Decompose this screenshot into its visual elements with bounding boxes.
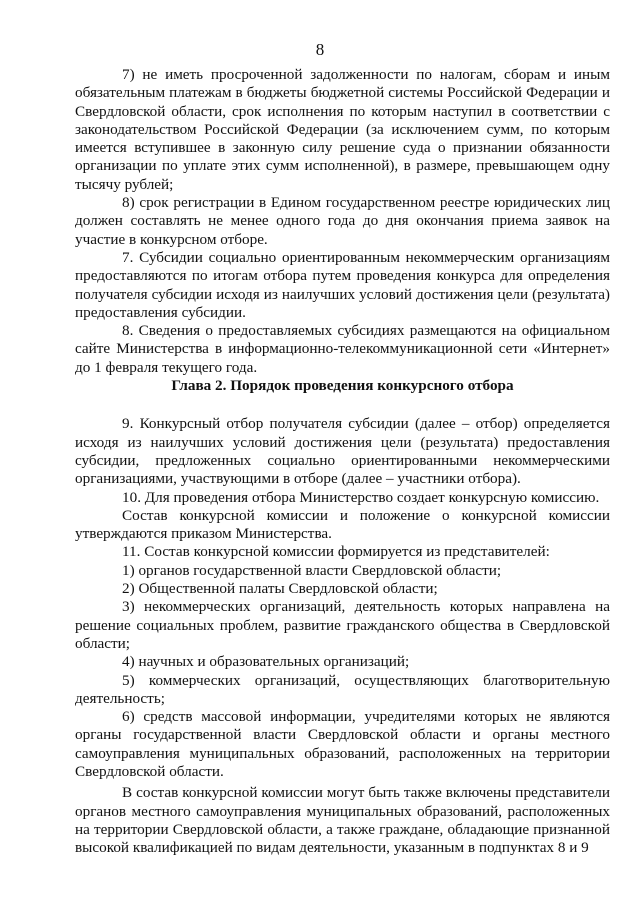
paragraph-section-7-subsidies: 7. Субсидии социально ориентированным некоммерческим организациям предоставляются по итогам отбора путем проведения конкурса для определения получателя субсидии исходя из наилучших условий достижения цели (результата) предоставления субсидии. (75, 248, 610, 321)
paragraph-section-10-commission: 10. Для проведения отбора Министерство создает конкурсную комиссию. (122, 488, 600, 506)
chapter-heading: Глава 2. Порядок проведения конкурсного отбора (171, 377, 514, 395)
paragraph-section-9-selection: 9. Конкурсный отбор получателя субсидии (далее – отбор) определяется исходя из наилучших условий достижения цели (результата) предоставления субсидии, предложенных социально ориентированными некоммерческими организациями, участвующими в отборе (далее – участники отбора). (75, 415, 610, 488)
list-item-5-commercial: 5) коммерческих организаций, осуществляющих благотворительную деятельность; (75, 671, 610, 707)
list-item-3-nonprofits: 3) некоммерческих организаций, деятельность которых направлена на решение социальных проблем, развитие гражданского общества в Свердловской области; (75, 598, 610, 652)
list-item-6-mass-media: 6) средств массовой информации, учредителями которых не являются органы государственной власти Свердловской области и органы местного самоуправления муниципальных образований, расположенных на территории Свердловской области. (75, 708, 610, 780)
paragraph-additional-members: В состав конкурсной комиссии могут быть также включены представители органов местного самоуправления муниципальных образований, расположенных на территории Свердловской области, а также граждане, обладающие признанной высокой квалификацией по видам деятельности, указанным в подпунктах 8 и 9 (75, 784, 610, 857)
list-item-1-state-authorities: 1) органов государственной власти Свердловской области; (122, 561, 502, 579)
page-number: 8 (315, 40, 325, 59)
paragraph-commission-approval: Состав конкурсной комиссии и положение о конкурсной комиссии утверждаются приказом Министерства. (75, 506, 610, 543)
paragraph-item-8-registration-term: 8) срок регистрации в Едином государственном реестре юридических лиц должен составлять не менее одного года до дня окончания приема заявок на участие в конкурсном отборе. (75, 194, 610, 248)
list-item-2-public-chamber: 2) Общественной палаты Свердловской области; (122, 580, 438, 598)
document-body (75, 66, 610, 857)
paragraph-section-8-publication: 8. Сведения о предоставляемых субсидиях размещаются на официальном сайте Министерства в информационно-телекоммуникационной сети «Интернет» до 1 февраля текущего года. (75, 322, 610, 376)
paragraph-section-11-composition: 11. Состав конкурсной комиссии формируется из представителей: (122, 543, 550, 561)
list-item-4-scientific-educational: 4) научных и образовательных организаций; (122, 653, 410, 671)
paragraph-item-7-tax-debt: 7) не иметь просроченной задолженности по налогам, сборам и иным обязательным платежам в бюджеты бюджетной системы Российской Федерации и Свердловской области, срок исполнения по которым наступил в соответствии с законодательством Российской Федерации (за исключением сумм, по которым имеется вступившее в законную силу решение суда о признании обязанности организации по уплате этих сумм исполненной), в размере, превышающем одну тысячу рублей; (75, 66, 610, 193)
